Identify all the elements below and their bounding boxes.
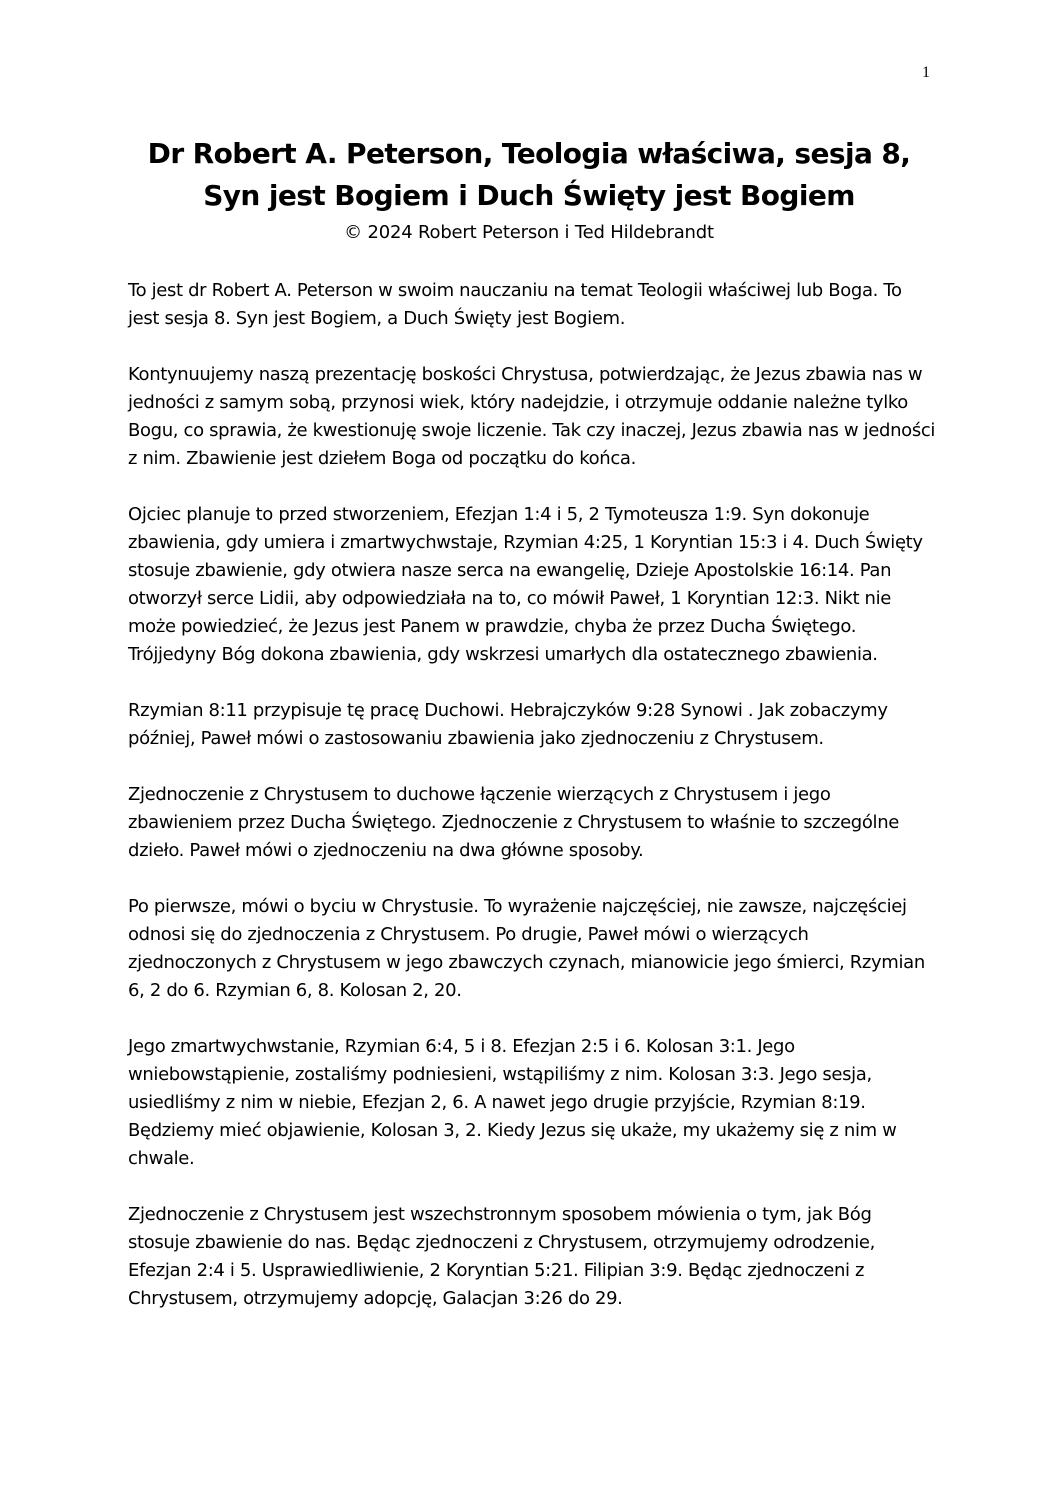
title-line-2: Syn jest Bogiem i Duch Święty jest Bogiem <box>203 179 855 212</box>
paragraph: Rzymian 8:11 przypisuje tę pracę Duchowi. Hebrajczyków 9:28 Synowi . Jak zobaczymy później, Paweł mówi o zastosowaniu zbawienia jako zjednoczeniu z Chrystusem. <box>128 700 888 749</box>
document-title <box>0 133 1058 217</box>
title-line-1: Dr Robert A. Peterson, Teologia właściwa, sesja 8, <box>147 137 911 170</box>
page-number: 1 <box>922 64 930 81</box>
paragraph: Ojciec planuje to przed stworzeniem, Efezjan 1:4 i 5, 2 Tymoteusza 1:9. Syn dokonuje zbawienia, gdy umiera i zmartwychwstaje, Rzymian 4:25, 1 Koryntian 15:3 i 4. Duch Święty stosuje zbawienie, gdy otwiera nasze serca na ewangelię, Dzieje Apostolskie 16:14. Pan otworzył serce Lidii, aby odpowiedziała na to, co mówił Paweł, 1 Koryntian 12:3. Nikt nie może powiedzieć, że Jezus jest Panem w prawdzie, chyba że przez Ducha Świętego. Trójjedyny Bóg dokona zbawienia, gdy wskrzesi umarłych dla ostatecznego zbawienia. <box>128 504 923 665</box>
paragraph: Po pierwsze, mówi o byciu w Chrystusie. To wyrażenie najczęściej, nie zawsze, najczęściej odnosi się do zjednoczenia z Chrystusem. Po drugie, Paweł mówi o wierzących zjednoczonych z Chrystusem w jego zbawczych czynach, mianowicie jego śmierci, Rzymian 6, 2 do 6. Rzymian 6, 8. Kolosan 2, 20. <box>128 896 925 1001</box>
copyright-notice: © 2024 Robert Peterson i Ted Hildebrandt <box>344 222 714 243</box>
paragraph: Jego zmartwychwstanie, Rzymian 6:4, 5 i 8. Efezjan 2:5 i 6. Kolosan 3:1. Jego wniebowstąpienie, zostaliśmy podniesieni, wstąpiliśmy z nim. Kolosan 3:3. Jego sesja, usiedliśmy z nim w niebie, Efezjan 2, 6. A nawet jego drugie przyjście, Rzymian 8:19. Będziemy mieć objawienie, Kolosan 3, 2. Kiedy Jezus się ukaże, my ukażemy się z nim w chwale. <box>128 1036 897 1169</box>
paragraph: Kontynuujemy naszą prezentację boskości Chrystusa, potwierdzając, że Jezus zbawia nas w jedności z samym sobą, przynosi wiek, który nadejdzie, i otrzymuje oddanie należne tylko Bogu, co sprawia, że kwestionuję swoje liczenie. Tak czy inaczej, Jezus zbawia nas w jedności z nim. Zbawienie jest dziełem Boga od początku do końca. <box>128 364 936 469</box>
document-body <box>128 277 936 1341</box>
paragraph: Zjednoczenie z Chrystusem to duchowe łączenie wierzących z Chrystusem i jego zbawieniem przez Ducha Świętego. Zjednoczenie z Chrystusem to właśnie to szczególne dzieło. Paweł mówi o zjednoczeniu na dwa główne sposoby. <box>128 784 899 861</box>
paragraph: Zjednoczenie z Chrystusem jest wszechstronnym sposobem mówienia o tym, jak Bóg stosuje zbawienie do nas. Będąc zjednoczeni z Chrystusem, otrzymujemy odrodzenie, Efezjan 2:4 i 5. Usprawiedliwienie, 2 Koryntian 5:21. Filipian 3:9. Będąc zjednoczeni z Chrystusem, otrzymujemy adopcję, Galacjan 3:26 do 29. <box>128 1204 876 1309</box>
paragraph: To jest dr Robert A. Peterson w swoim nauczaniu na temat Teologii właściwej lub Boga. To jest sesja 8. Syn jest Bogiem, a Duch Święty jest Bogiem. <box>128 280 902 329</box>
